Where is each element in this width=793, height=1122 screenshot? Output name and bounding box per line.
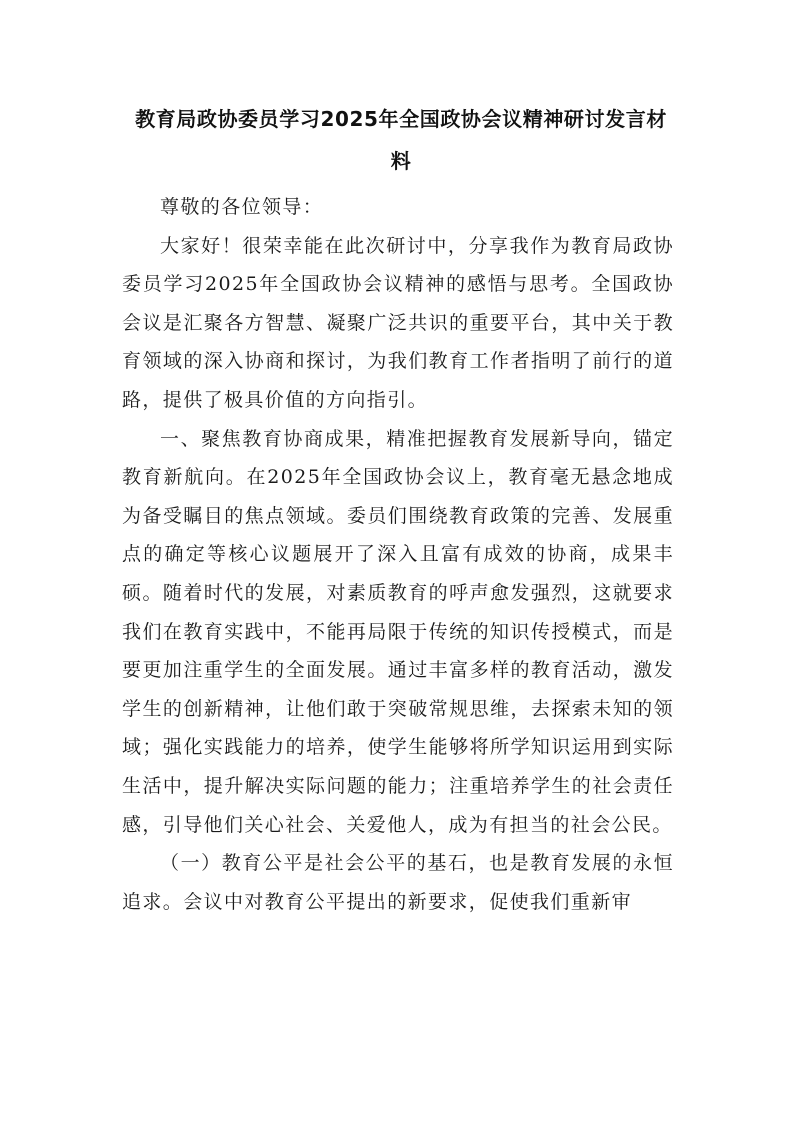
- paragraph-subsection-one: （一）教育公平是社会公平的基石，也是教育发展的永恒追求。会议中对教育公平提出的新要求，促使我们重新审: [122, 852, 674, 913]
- paragraph-intro: 大家好！很荣幸能在此次研讨中，分享我作为教育局政协委员学习2025年全国政协会议精神的感悟与思考。全国政协会议是汇聚各方智慧、凝聚广泛共识的重要平台，其中关于教育领域的深入协商和探讨，为我们教育工作者指明了前行的道路，提供了极具价值的方向指引。: [122, 234, 674, 411]
- paragraph-section-one: 一、聚焦教育协商成果，精准把握教育发展新导向，锚定教育新航向。在2025年全国政协会议上，教育毫无悬念地成为备受瞩目的焦点领域。委员们围绕教育政策的完善、发展重点的确定等核心议题展开了深入且富有成效的协商，成果丰硕。随着时代的发展，对素质教育的呼声愈发强烈，这就要求我们在教育实践中，不能再局限于传统的知识传授模式，而是要更加注重学生的全面发展。通过丰富多样的教育活动，激发学生的创新精神，让他们敢于突破常规思维，去探索未知的领域；强化实践能力的培养，使学生能够将所学知识运用到实际生活中，提升解决实际问题的能力；注重培养学生的社会责任感，引导他们关心社会、关爱他人，成为有担当的社会公民。: [122, 427, 674, 836]
- salutation: 尊敬的各位领导：: [160, 196, 324, 218]
- document-body: [122, 98, 674, 921]
- document-title: 教育局政协委员学习2025年全国政协会议精神研讨发言材料: [135, 107, 667, 173]
